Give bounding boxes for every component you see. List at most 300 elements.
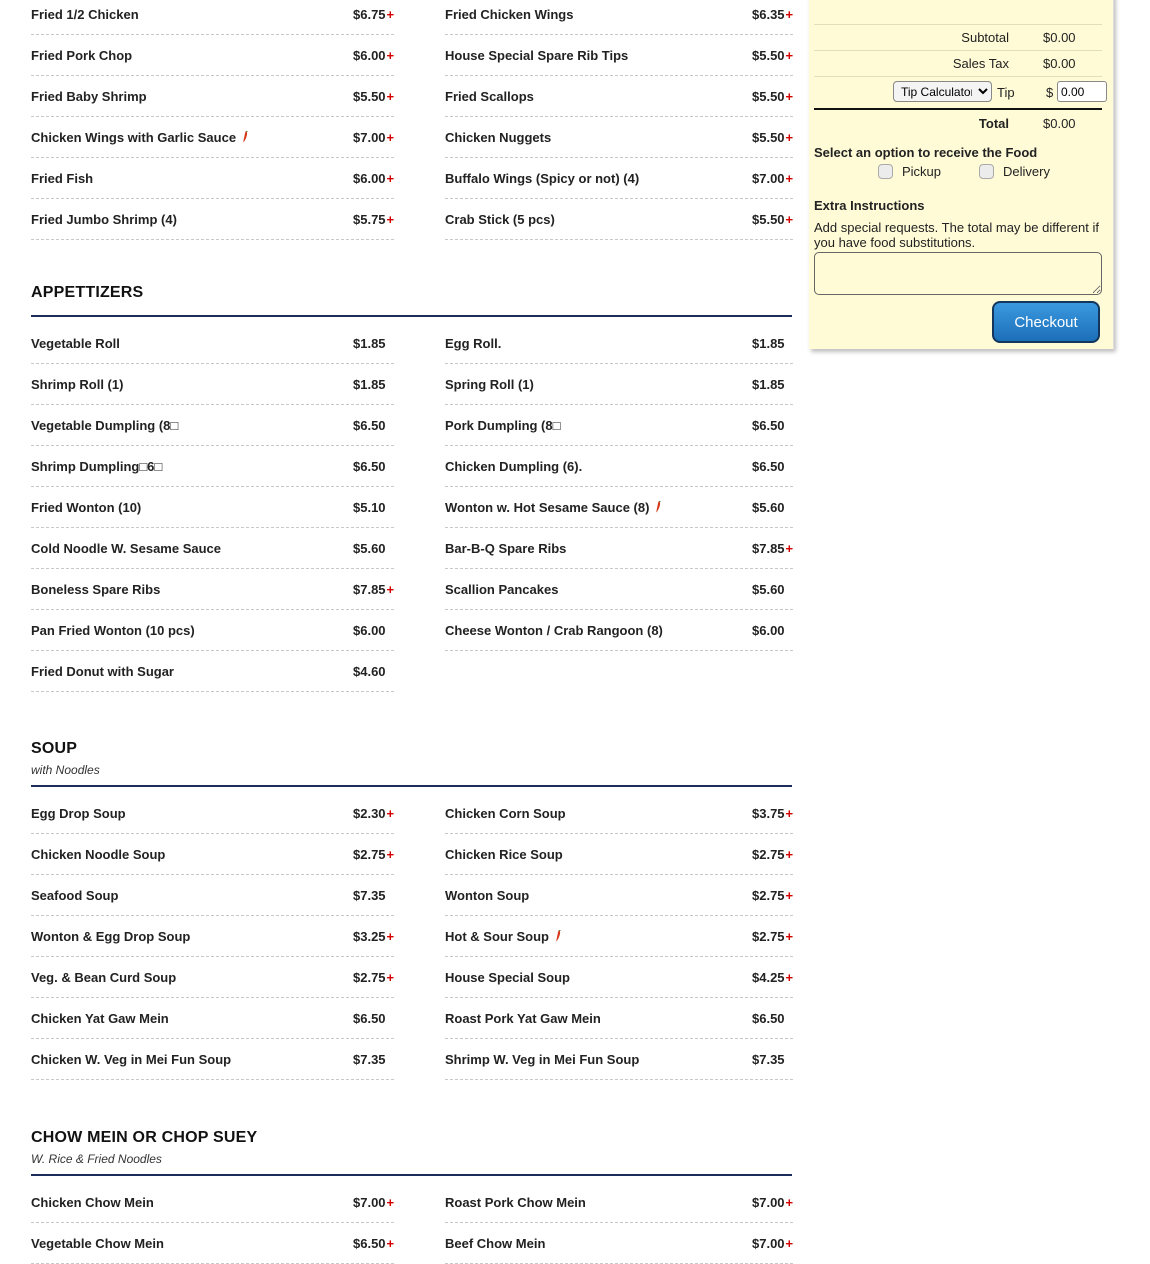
section-divider bbox=[31, 785, 792, 787]
section-title: CHOW MEIN OR CHOP SUEY bbox=[31, 1129, 258, 1146]
menu-item-name[interactable] bbox=[445, 1236, 545, 1251]
menu-item[interactable] bbox=[445, 199, 793, 240]
menu-item[interactable] bbox=[445, 76, 793, 117]
menu-item-name[interactable] bbox=[31, 171, 93, 186]
section-subtitle: W. Rice & Fried Noodles bbox=[31, 1152, 162, 1166]
menu-item-price-text: $6.50 bbox=[752, 418, 785, 433]
menu-item-price-text: $1.85 bbox=[353, 336, 386, 351]
menu-item-name[interactable] bbox=[31, 336, 120, 351]
menu-item-name-text: Seafood Soup bbox=[31, 888, 119, 903]
section-header-appetizers bbox=[31, 284, 792, 302]
menu-item[interactable] bbox=[31, 957, 394, 998]
menu-item[interactable] bbox=[445, 487, 793, 528]
menu-item-price-text: $6.00 bbox=[353, 48, 386, 63]
menu-item-price bbox=[353, 1195, 394, 1210]
menu-item-name-text: Roast Pork Chow Mein bbox=[445, 1195, 586, 1210]
menu-item-name[interactable] bbox=[31, 500, 141, 515]
menu-item-name-text: Cheese Wonton / Crab Rangoon (8) bbox=[445, 623, 663, 638]
menu-item-name[interactable] bbox=[445, 623, 663, 638]
section-divider bbox=[31, 315, 792, 317]
menu-item-name[interactable] bbox=[445, 171, 639, 186]
menu-item-price-text: $4.60 bbox=[353, 664, 386, 679]
menu-item[interactable] bbox=[445, 957, 793, 998]
menu-item-name[interactable] bbox=[31, 1236, 164, 1251]
menu-item-price-text: $7.85 bbox=[752, 541, 785, 556]
more-options-plus-icon[interactable]: + bbox=[785, 541, 794, 556]
sales-tax-label: Sales Tax bbox=[952, 56, 1009, 71]
menu-item[interactable] bbox=[445, 0, 793, 35]
hot-pepper-icon bbox=[555, 930, 561, 945]
menu-item-price bbox=[752, 418, 785, 433]
menu-item[interactable] bbox=[31, 35, 394, 76]
menu-item[interactable] bbox=[445, 405, 793, 446]
menu-item[interactable] bbox=[445, 875, 793, 916]
menu-item[interactable] bbox=[445, 528, 793, 569]
menu-item-price bbox=[353, 130, 394, 145]
menu-item-price-text: $5.60 bbox=[353, 541, 386, 556]
delivery-label: Delivery bbox=[1003, 164, 1050, 179]
section-subtitle: with Noodles bbox=[31, 763, 100, 777]
menu-item-name[interactable] bbox=[31, 664, 174, 679]
menu-item-name-text: Beef Chow Mein bbox=[445, 1236, 546, 1251]
sales-tax-row bbox=[814, 51, 1102, 75]
menu-item[interactable] bbox=[31, 158, 394, 199]
menu-item-price bbox=[752, 623, 785, 638]
menu-item-price-text: $6.50 bbox=[353, 1236, 386, 1251]
menu-item-name-text: Wonton w. Hot Sesame Sauce (8) bbox=[445, 500, 650, 515]
menu-item[interactable] bbox=[445, 1223, 793, 1264]
menu-item[interactable] bbox=[31, 569, 394, 610]
menu-item[interactable] bbox=[31, 998, 394, 1039]
menu-item-name[interactable] bbox=[445, 1052, 639, 1067]
menu-item-price bbox=[752, 212, 793, 227]
menu-item-price bbox=[752, 1052, 785, 1067]
menu-item-name-text: Wonton & Egg Drop Soup bbox=[31, 929, 191, 944]
menu-item-price bbox=[353, 582, 394, 597]
section-title: APPETTIZERS bbox=[31, 284, 144, 301]
menu-item[interactable] bbox=[445, 35, 793, 76]
menu-item-name-text: Fried Baby Shrimp bbox=[31, 89, 147, 104]
menu-item[interactable] bbox=[445, 998, 793, 1039]
menu-item-name-text: Boneless Spare Ribs bbox=[31, 582, 161, 597]
menu-item-name[interactable] bbox=[31, 212, 177, 227]
menu-item-price-text: $1.85 bbox=[752, 336, 785, 351]
subtotal-label: Subtotal bbox=[961, 30, 1009, 45]
menu-item[interactable] bbox=[445, 158, 793, 199]
menu-item-price bbox=[353, 500, 386, 515]
menu-item[interactable] bbox=[31, 875, 394, 916]
menu-item-price-text: $5.50 bbox=[752, 89, 785, 104]
subtotal-row bbox=[814, 25, 1102, 49]
sales-tax-value: $0.00 bbox=[1043, 56, 1076, 71]
menu-item-name[interactable] bbox=[445, 1195, 586, 1210]
menu-item-price-text: $1.85 bbox=[353, 377, 386, 392]
menu-item[interactable] bbox=[31, 199, 394, 240]
menu-item[interactable] bbox=[31, 405, 394, 446]
menu-item-name-text: House Special Soup bbox=[445, 970, 570, 985]
menu-item-name[interactable] bbox=[31, 1052, 231, 1067]
menu-item-price-text: $5.75 bbox=[353, 212, 386, 227]
menu-item-price bbox=[752, 582, 785, 597]
more-options-plus-icon[interactable]: + bbox=[785, 48, 794, 63]
extra-instructions-textarea[interactable] bbox=[814, 252, 1102, 295]
more-options-plus-icon[interactable]: + bbox=[785, 130, 794, 145]
menu-item-name[interactable] bbox=[445, 806, 566, 821]
more-options-plus-icon[interactable]: + bbox=[386, 7, 395, 22]
tip-calculator-select[interactable] bbox=[893, 81, 992, 102]
menu-item-price bbox=[353, 212, 394, 227]
tip-currency-symbol: $ bbox=[1046, 85, 1054, 100]
menu-item[interactable] bbox=[31, 323, 394, 364]
menu-item-price-text: $5.50 bbox=[752, 130, 785, 145]
menu-item-price bbox=[353, 1052, 386, 1067]
menu-item-name[interactable] bbox=[445, 377, 534, 392]
section-header-soup bbox=[31, 740, 792, 777]
menu-item-price-text: $3.25 bbox=[353, 929, 386, 944]
menu-item-name-text: House Special Spare Rib Tips bbox=[445, 48, 629, 63]
menu-item-price-text: $5.60 bbox=[752, 500, 785, 515]
menu-item-name[interactable] bbox=[31, 929, 190, 944]
tip-amount-input[interactable] bbox=[1057, 81, 1107, 102]
menu-item[interactable] bbox=[31, 1223, 394, 1264]
menu-item-price-text: $2.75 bbox=[752, 888, 785, 903]
menu-item-price bbox=[752, 459, 785, 474]
more-options-plus-icon[interactable]: + bbox=[386, 582, 395, 597]
menu-item-name-text: Roast Pork Yat Gaw Mein bbox=[445, 1011, 601, 1026]
menu-item-name-text: Vegetable Dumpling (8□ bbox=[31, 418, 179, 433]
menu-item-price bbox=[752, 171, 793, 186]
more-options-plus-icon[interactable]: + bbox=[386, 847, 395, 862]
menu-item-name-text: Fried Fish bbox=[31, 171, 94, 186]
menu-item-name[interactable] bbox=[31, 582, 160, 597]
menu-item-name[interactable] bbox=[445, 459, 582, 474]
menu-item[interactable] bbox=[31, 76, 394, 117]
menu-item[interactable] bbox=[445, 117, 793, 158]
menu-item-name-text: Chicken Nuggets bbox=[445, 130, 552, 145]
more-options-plus-icon[interactable]: + bbox=[785, 806, 794, 821]
delivery-checkbox[interactable] bbox=[979, 164, 994, 179]
menu-item-name-text: Pork Dumpling (8□ bbox=[445, 418, 561, 433]
menu-item-name-text: Shrimp Roll (1) bbox=[31, 377, 124, 392]
menu-item-name[interactable] bbox=[31, 1195, 154, 1210]
subtotal-value: $0.00 bbox=[1043, 30, 1076, 45]
menu-item-price-text: $5.50 bbox=[353, 89, 386, 104]
order-cart-panel bbox=[809, 0, 1114, 349]
section-divider bbox=[31, 1174, 792, 1176]
menu-item-name[interactable] bbox=[31, 130, 248, 146]
menu-item-name[interactable] bbox=[31, 459, 162, 474]
menu-item-name-text: Fried Donut with Sugar bbox=[31, 664, 174, 679]
total-value: $0.00 bbox=[1043, 116, 1076, 131]
tip-row bbox=[814, 80, 1102, 104]
menu-item-name-text: Egg Drop Soup bbox=[31, 806, 126, 821]
more-options-plus-icon[interactable]: + bbox=[785, 171, 794, 186]
more-options-plus-icon[interactable]: + bbox=[386, 212, 395, 227]
more-options-plus-icon[interactable]: + bbox=[386, 929, 395, 944]
menu-item-name[interactable] bbox=[445, 418, 560, 433]
menu-item-price bbox=[353, 664, 386, 679]
menu-item-name-text: Buffalo Wings (Spicy or not) (4) bbox=[445, 171, 640, 186]
menu-item-price bbox=[752, 1195, 793, 1210]
total-label: Total bbox=[978, 116, 1009, 131]
menu-item-name-text: Chicken Noodle Soup bbox=[31, 847, 166, 862]
menu-item-price bbox=[752, 847, 793, 862]
menu-item-name-text: Shrimp Dumpling□6□ bbox=[31, 459, 163, 474]
menu-item-price bbox=[752, 541, 793, 556]
menu-item-name[interactable] bbox=[31, 888, 118, 903]
menu-item[interactable] bbox=[445, 834, 793, 875]
menu-item-price-text: $7.00 bbox=[752, 171, 785, 186]
menu-item-price bbox=[353, 888, 386, 903]
menu-item-name-text: Chicken Corn Soup bbox=[445, 806, 566, 821]
menu-item-name[interactable] bbox=[31, 48, 132, 63]
menu-item[interactable] bbox=[31, 651, 394, 692]
menu-item-price bbox=[752, 1236, 793, 1251]
menu-item-price bbox=[353, 929, 394, 944]
menu-item-name[interactable] bbox=[31, 89, 147, 104]
menu-item[interactable] bbox=[31, 793, 394, 834]
menu-item-name[interactable] bbox=[31, 847, 165, 862]
menu-item[interactable] bbox=[31, 916, 394, 957]
menu-item-price bbox=[353, 459, 386, 474]
menu-item-price-text: $4.25 bbox=[752, 970, 785, 985]
menu-item-price-text: $6.75 bbox=[353, 7, 386, 22]
menu-item-name[interactable] bbox=[445, 1011, 601, 1026]
cart-divider bbox=[814, 76, 1102, 77]
more-options-plus-icon[interactable]: + bbox=[386, 806, 395, 821]
menu-item-name-text: Cold Noodle W. Sesame Sauce bbox=[31, 541, 221, 556]
menu-item-name[interactable] bbox=[31, 806, 126, 821]
more-options-plus-icon[interactable]: + bbox=[785, 1236, 794, 1251]
menu-item-name-text: Wonton Soup bbox=[445, 888, 530, 903]
menu-item-name-text: Spring Roll (1) bbox=[445, 377, 534, 392]
menu-item-name-text: Veg. & Bean Curd Soup bbox=[31, 970, 177, 985]
menu-item-name[interactable] bbox=[445, 89, 534, 104]
menu-item-name-text: Hot & Sour Soup bbox=[445, 929, 549, 944]
menu-item-price bbox=[752, 336, 785, 351]
menu-item-name-text: Chicken Yat Gaw Mein bbox=[31, 1011, 169, 1026]
menu-item-name[interactable] bbox=[445, 541, 566, 556]
menu-item[interactable] bbox=[31, 117, 394, 158]
delivery-option[interactable] bbox=[979, 164, 1050, 179]
menu-item-price bbox=[353, 1236, 394, 1251]
more-options-plus-icon[interactable]: + bbox=[785, 929, 794, 944]
menu-item-price-text: $5.50 bbox=[752, 212, 785, 227]
menu-item-price bbox=[752, 48, 793, 63]
menu-item-price-text: $1.85 bbox=[752, 377, 785, 392]
menu-item-name[interactable] bbox=[445, 888, 529, 903]
pickup-option[interactable] bbox=[878, 164, 941, 179]
menu-item-price bbox=[353, 1011, 386, 1026]
menu-item-name-text: Pan Fried Wonton (10 pcs) bbox=[31, 623, 195, 638]
more-options-plus-icon[interactable]: + bbox=[785, 970, 794, 985]
menu-item-price bbox=[752, 929, 793, 944]
menu-item-price-text: $6.50 bbox=[752, 459, 785, 474]
menu-item-name[interactable] bbox=[445, 48, 628, 63]
menu-item-name-text: Chicken W. Veg in Mei Fun Soup bbox=[31, 1052, 232, 1067]
menu-item-name-text: Chicken Rice Soup bbox=[445, 847, 563, 862]
hot-pepper-icon bbox=[655, 501, 661, 516]
section-header-chow-mein bbox=[31, 1129, 792, 1166]
total-rule bbox=[814, 108, 1102, 110]
menu-item-name-text: Vegetable Roll bbox=[31, 336, 120, 351]
menu-item[interactable] bbox=[445, 446, 793, 487]
menu-item-price bbox=[353, 7, 394, 22]
menu-item[interactable] bbox=[445, 610, 793, 651]
menu-item-name-text: Fried 1/2 Chicken bbox=[31, 7, 139, 22]
menu-item-name[interactable] bbox=[445, 847, 563, 862]
menu-item-price-text: $7.00 bbox=[353, 1195, 386, 1210]
menu-item-price bbox=[353, 623, 386, 638]
menu-item-price-text: $2.75 bbox=[752, 929, 785, 944]
menu-item[interactable] bbox=[31, 1039, 394, 1080]
menu-item-name-text: Scallion Pancakes bbox=[445, 582, 559, 597]
menu-item-name[interactable] bbox=[31, 377, 123, 392]
menu-item-price bbox=[353, 418, 386, 433]
menu-item-price-text: $2.75 bbox=[353, 970, 386, 985]
menu-item-price-text: $6.50 bbox=[752, 1011, 785, 1026]
more-options-plus-icon[interactable]: + bbox=[386, 1195, 395, 1210]
menu-item-name[interactable] bbox=[445, 500, 661, 516]
menu-item-price-text: $2.75 bbox=[353, 847, 386, 862]
menu-item-price bbox=[752, 888, 793, 903]
menu-item-price-text: $6.00 bbox=[353, 171, 386, 186]
menu-item-name-text: Fried Chicken Wings bbox=[445, 7, 574, 22]
menu-item[interactable] bbox=[445, 364, 793, 405]
menu-item-price bbox=[752, 970, 793, 985]
menu-item-price bbox=[752, 130, 793, 145]
menu-item-price-text: $5.60 bbox=[752, 582, 785, 597]
more-options-plus-icon[interactable]: + bbox=[386, 130, 395, 145]
menu-item-price-text: $6.50 bbox=[353, 1011, 386, 1026]
menu-item-price-text: $7.00 bbox=[353, 130, 386, 145]
menu-item-name[interactable] bbox=[31, 7, 139, 22]
menu-item-price-text: $7.00 bbox=[752, 1195, 785, 1210]
hot-pepper-icon bbox=[242, 131, 248, 146]
more-options-plus-icon[interactable]: + bbox=[785, 847, 794, 862]
menu-item-name[interactable] bbox=[445, 970, 570, 985]
more-options-plus-icon[interactable]: + bbox=[386, 48, 395, 63]
menu-item-name[interactable] bbox=[31, 1011, 169, 1026]
menu-item-name-text: Chicken Chow Mein bbox=[31, 1195, 154, 1210]
menu-item[interactable] bbox=[31, 446, 394, 487]
more-options-plus-icon[interactable]: + bbox=[785, 212, 794, 227]
menu-item-name-text: Crab Stick (5 pcs) bbox=[445, 212, 555, 227]
total-row bbox=[814, 111, 1102, 135]
menu-item-price bbox=[752, 7, 793, 22]
menu-item-price-text: $6.50 bbox=[353, 459, 386, 474]
menu-item-name[interactable] bbox=[445, 582, 558, 597]
menu-item-price-text: $6.00 bbox=[353, 623, 386, 638]
menu-item[interactable] bbox=[445, 1182, 793, 1223]
menu-item-price bbox=[752, 89, 793, 104]
menu-item-price bbox=[353, 377, 386, 392]
menu-item[interactable] bbox=[31, 1182, 394, 1223]
checkout-button[interactable]: Checkout bbox=[992, 301, 1100, 343]
menu-item-price bbox=[353, 336, 386, 351]
menu-item-price-text: $3.75 bbox=[752, 806, 785, 821]
extra-instructions-title: Extra Instructions bbox=[814, 198, 925, 213]
menu-item-name-text: Egg Roll. bbox=[445, 336, 502, 351]
menu-item-price bbox=[353, 847, 394, 862]
menu-item-price-text: $7.35 bbox=[752, 1052, 785, 1067]
pickup-checkbox[interactable] bbox=[878, 164, 893, 179]
menu-item-price-text: $7.00 bbox=[752, 1236, 785, 1251]
menu-item-name-text: Fried Pork Chop bbox=[31, 48, 133, 63]
receive-option-title: Select an option to receive the Food bbox=[814, 145, 1038, 160]
menu-item-name[interactable] bbox=[445, 7, 573, 22]
menu-item[interactable] bbox=[31, 487, 394, 528]
menu-item-price-text: $6.00 bbox=[752, 623, 785, 638]
menu-item-price-text: $7.85 bbox=[353, 582, 386, 597]
more-options-plus-icon[interactable]: + bbox=[785, 888, 794, 903]
menu-item-price-text: $2.75 bbox=[752, 847, 785, 862]
section-title: SOUP bbox=[31, 740, 78, 757]
menu-item[interactable] bbox=[445, 569, 793, 610]
menu-item-price-text: $6.35 bbox=[752, 7, 785, 22]
menu-item-price bbox=[353, 541, 386, 556]
menu-item-name-text: Fried Scallops bbox=[445, 89, 534, 104]
menu-item[interactable] bbox=[445, 793, 793, 834]
menu-item-name-text: Fried Jumbo Shrimp (4) bbox=[31, 212, 177, 227]
menu-item-price-text: $7.35 bbox=[353, 888, 386, 903]
more-options-plus-icon[interactable]: + bbox=[386, 89, 395, 104]
more-options-plus-icon[interactable]: + bbox=[785, 89, 794, 104]
menu-item-name[interactable] bbox=[31, 970, 176, 985]
menu-item-name[interactable] bbox=[31, 623, 195, 638]
menu-item-name[interactable] bbox=[445, 929, 561, 945]
menu-item-name-text: Vegetable Chow Mein bbox=[31, 1236, 164, 1251]
menu-item[interactable] bbox=[31, 0, 394, 35]
menu-item-price bbox=[752, 806, 793, 821]
more-options-plus-icon[interactable]: + bbox=[386, 171, 395, 186]
menu-item-price bbox=[353, 89, 394, 104]
menu-item-price bbox=[353, 806, 394, 821]
menu-item-price bbox=[353, 48, 394, 63]
menu-item[interactable] bbox=[31, 610, 394, 651]
more-options-plus-icon[interactable]: + bbox=[785, 1195, 794, 1210]
menu-item-price bbox=[752, 1011, 785, 1026]
menu-item-price-text: $6.50 bbox=[353, 418, 386, 433]
menu-item[interactable] bbox=[31, 834, 394, 875]
menu-item-name-text: Chicken Wings with Garlic Sauce bbox=[31, 130, 237, 145]
menu-item-name-text: Fried Wonton (10) bbox=[31, 500, 142, 515]
more-options-plus-icon[interactable]: + bbox=[386, 1236, 395, 1251]
menu-item-price-text: $5.50 bbox=[752, 48, 785, 63]
menu-item-price bbox=[752, 500, 785, 515]
menu-item[interactable] bbox=[445, 916, 793, 957]
menu-item-name[interactable] bbox=[445, 212, 555, 227]
menu-item-name[interactable] bbox=[445, 336, 501, 351]
menu-item[interactable] bbox=[445, 1039, 793, 1080]
menu-item[interactable] bbox=[31, 528, 394, 569]
menu-item-price bbox=[752, 377, 785, 392]
menu-item-name[interactable] bbox=[31, 541, 221, 556]
menu-item-name-text: Chicken Dumpling (6). bbox=[445, 459, 583, 474]
more-options-plus-icon[interactable]: + bbox=[785, 7, 794, 22]
menu-item-name[interactable] bbox=[31, 418, 178, 433]
menu-item-name-text: Bar-B-Q Spare Ribs bbox=[445, 541, 567, 556]
menu-item[interactable] bbox=[445, 323, 793, 364]
menu-item-price-text: $7.35 bbox=[353, 1052, 386, 1067]
menu-item-price bbox=[353, 970, 394, 985]
pickup-label: Pickup bbox=[902, 164, 942, 179]
menu-item[interactable] bbox=[31, 364, 394, 405]
menu-item-price-text: $2.30 bbox=[353, 806, 386, 821]
menu-item-name[interactable] bbox=[445, 130, 551, 145]
tip-label: Tip bbox=[997, 85, 1015, 100]
more-options-plus-icon[interactable]: + bbox=[386, 970, 395, 985]
